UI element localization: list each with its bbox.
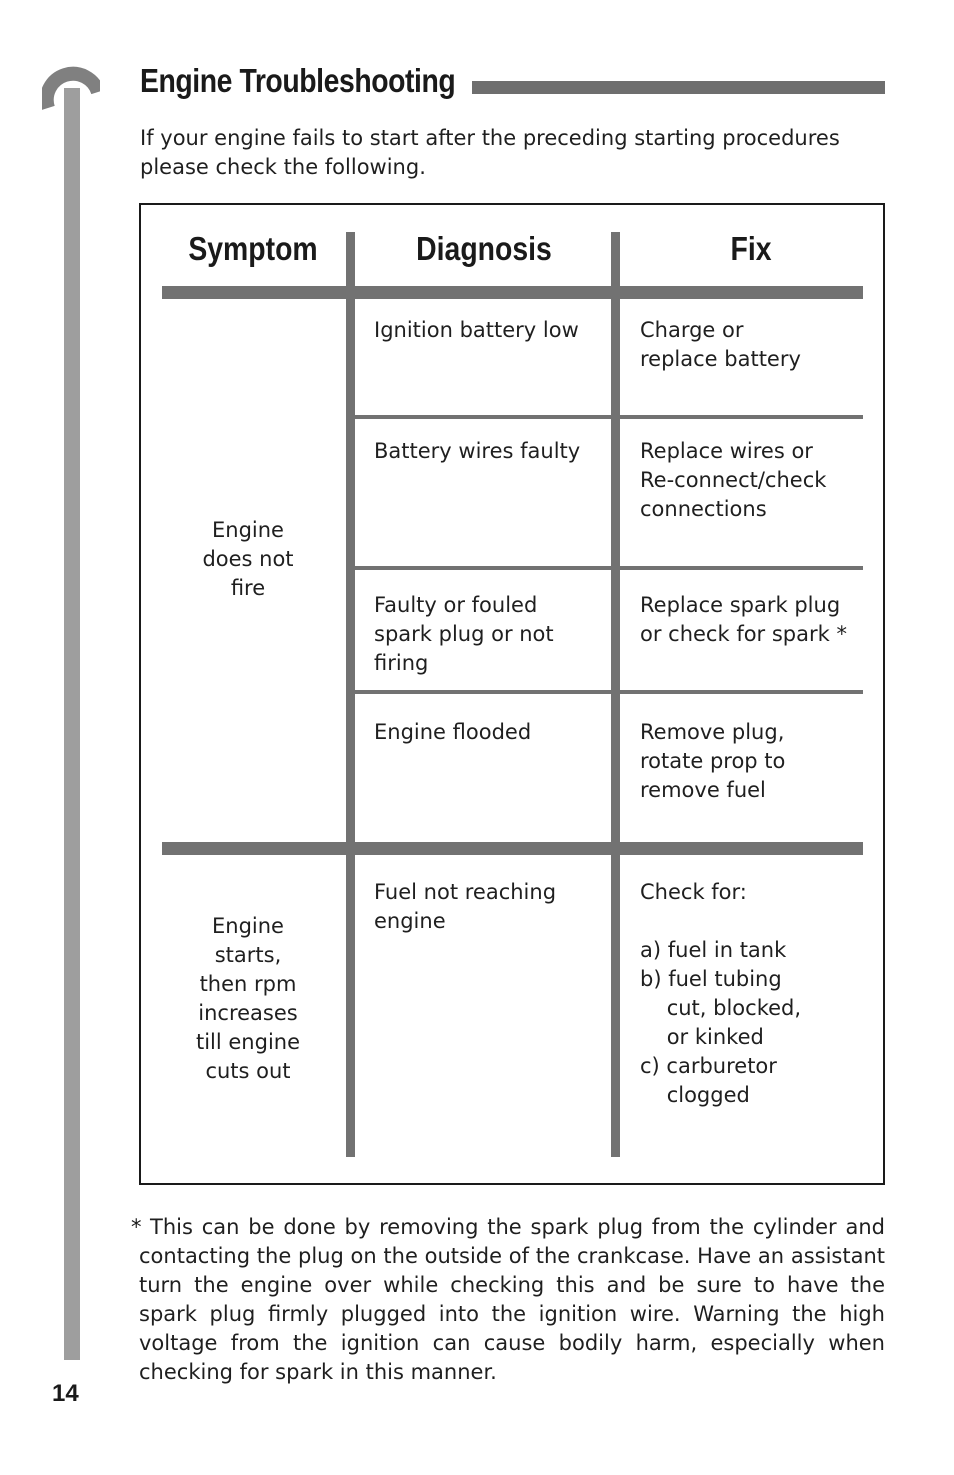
- fix-cell: Charge or replace battery: [640, 318, 801, 371]
- diagnosis-cell: Ignition battery low: [374, 318, 579, 342]
- fix-cell: Check for: a) fuel in tank b) fuel tubing cut, blocked, or kinked c) carburetor clogged: [640, 880, 802, 1107]
- footnote-text: This can be done by removing the spark plug from the cylinder and contacting the plug on the outside of the crankcase. Have an assistant turn the engine over while checking this and be sure to have the spark plug firmly plugged into the ignition wire. Warning the high voltage from the ignition can cause bodily harm, especially when checking for spark in this manner.: [139, 1215, 885, 1384]
- header-symptom: Symptom: [188, 230, 318, 267]
- fix-cell: Replace wires or Re-connect/check connections: [640, 439, 827, 521]
- footnote-marker: *: [131, 1215, 142, 1239]
- group-rule: [162, 842, 863, 855]
- column-divider-2: [611, 232, 620, 1157]
- diagnosis-cell: Battery wires faulty: [374, 439, 581, 463]
- diagnosis-cell: Faulty or fouled spark plug or not firing: [374, 593, 554, 675]
- intro-text: If your engine fails to start after the preceding starting procedures please check the following.: [140, 126, 840, 179]
- hook-icon: [42, 60, 100, 118]
- row-rule: [355, 690, 863, 694]
- page-number: 14: [52, 1380, 79, 1407]
- header-diagnosis: Diagnosis: [416, 230, 552, 267]
- header-fix: Fix: [730, 230, 772, 267]
- symptom-cell: Engine does not fire: [202, 518, 294, 600]
- side-bar-decoration: [64, 88, 80, 1360]
- diagnosis-cell: Engine flooded: [374, 720, 532, 744]
- column-divider-1: [346, 232, 355, 1157]
- fix-cell: Remove plug, rotate prop to remove fuel: [640, 720, 786, 802]
- row-rule: [355, 566, 863, 570]
- row-rule: [355, 415, 863, 419]
- header-rule: [162, 286, 863, 299]
- page-title: Engine Troubleshooting: [140, 62, 456, 99]
- symptom-cell: Engine starts, then rpm increases till engine cuts out: [195, 914, 301, 1083]
- title-rule: [472, 81, 885, 94]
- fix-cell: Replace spark plug or check for spark *: [640, 593, 847, 646]
- footnote: [139, 1213, 885, 1387]
- diagnosis-cell: Fuel not reaching engine: [374, 880, 557, 933]
